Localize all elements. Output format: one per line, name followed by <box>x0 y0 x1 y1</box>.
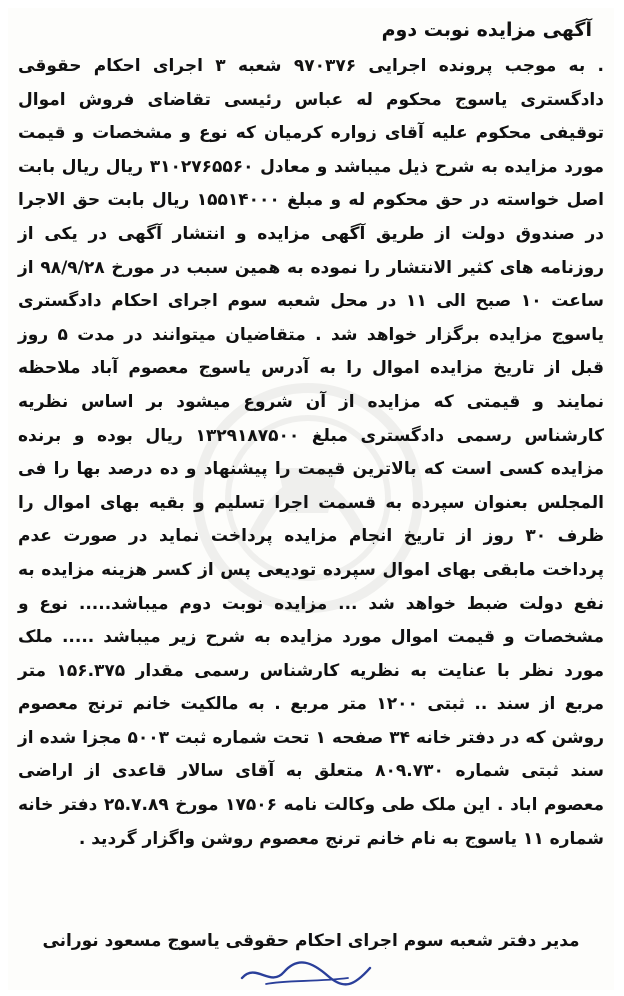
notice-body: . به موجب پرونده اجرایی ۹۷۰۳۷۶ شعبه ۳ اجرای احکام حقوقی دادگستری یاسوج محکوم له عباس رئیسی تقاضای فروش اموال توقیفی محکوم علیه آقای زواره کرمیان که نوع و مشخصات و قیمت مورد مزایده به شرح ذیل میباشد و معادل ۳۱۰۲۷۶۵۵۶۰ ریال ریال بابت اصل خواسته در حق محکوم له و مبلغ ۱۵۵۱۴۰۰۰ ریال بابت حق الاجرا در صندوق دولت از طریق آگهی مزایده و انتشار آگهی در یکی از روزنامه های کثیر الانتشار را نموده به همین سبب در مورخ ۹۸/۹/۲۸ از ساعت ۱۰ صبح الی ۱۱ در محل شعبه سوم اجرای احکام دادگستری یاسوج مزایده برگزار خواهد شد . متقاضیان میتوانند در مدت ۵ روز قبل از تاریخ مزایده اموال را به آدرس یاسوج معصوم آباد ملاحظه نمایند و قیمتی که مزایده از آن شروع میشود بر اساس نظریه کارشناس رسمی دادگستری مبلغ ۱۳۲۹۱۸۷۵۰۰ ریال بوده و برنده مزایده کسی است که بالاترین قیمت را پیشنهاد و ده درصد بها را فی المجلس بعنوان سپرده به قسمت اجرا تسلیم و بقیه بهای اموال را ظرف ۳۰ روز از تاریخ انجام مزایده پرداخت نماید در صورت عدم پرداخت مابقی بهای اموال سپرده تودیعی پس از کسر هزینه مزایده به نفع دولت ضبط خواهد شد ... مزایده نوبت دوم میباشد..... نوع و مشخصات و قیمت اموال مورد مزایده به شرح زیر میباشد ..... ملک مورد نظر با عنایت به نظریه کارشناس رسمی مقدار ۱۵۶.۳۷۵ متر مربع از سند .. ثبتی ۱۲۰۰ متر مربع . به مالکیت خانم ترنج معصوم روشن که در دفتر خانه ۳۴ صفحه ۱ تحت شماره ثبت ۵۰۰۳ مجزا شده از سند ثبتی شماره ۸۰۹.۷۳۰ متعلق به آقای سالار قاعدی از اراضی معصوم اباد . این ملک طی وکالت نامه ۱۷۵۰۶ مورخ ۲۵.۷.۸۹ دفتر خانه شماره ۱۱ یاسوج به نام خانم ترنج معصوم روشن واگزار گردید . <box>18 56 605 849</box>
handwritten-signature-icon <box>236 958 376 990</box>
auction-notice <box>8 8 614 990</box>
notice-title: آگهی مزایده نوبت دوم <box>381 19 592 41</box>
signature-line: مدیر دفتر شعبه سوم اجرای احکام حقوقی یاسوج مسعود نورانی <box>42 931 580 951</box>
